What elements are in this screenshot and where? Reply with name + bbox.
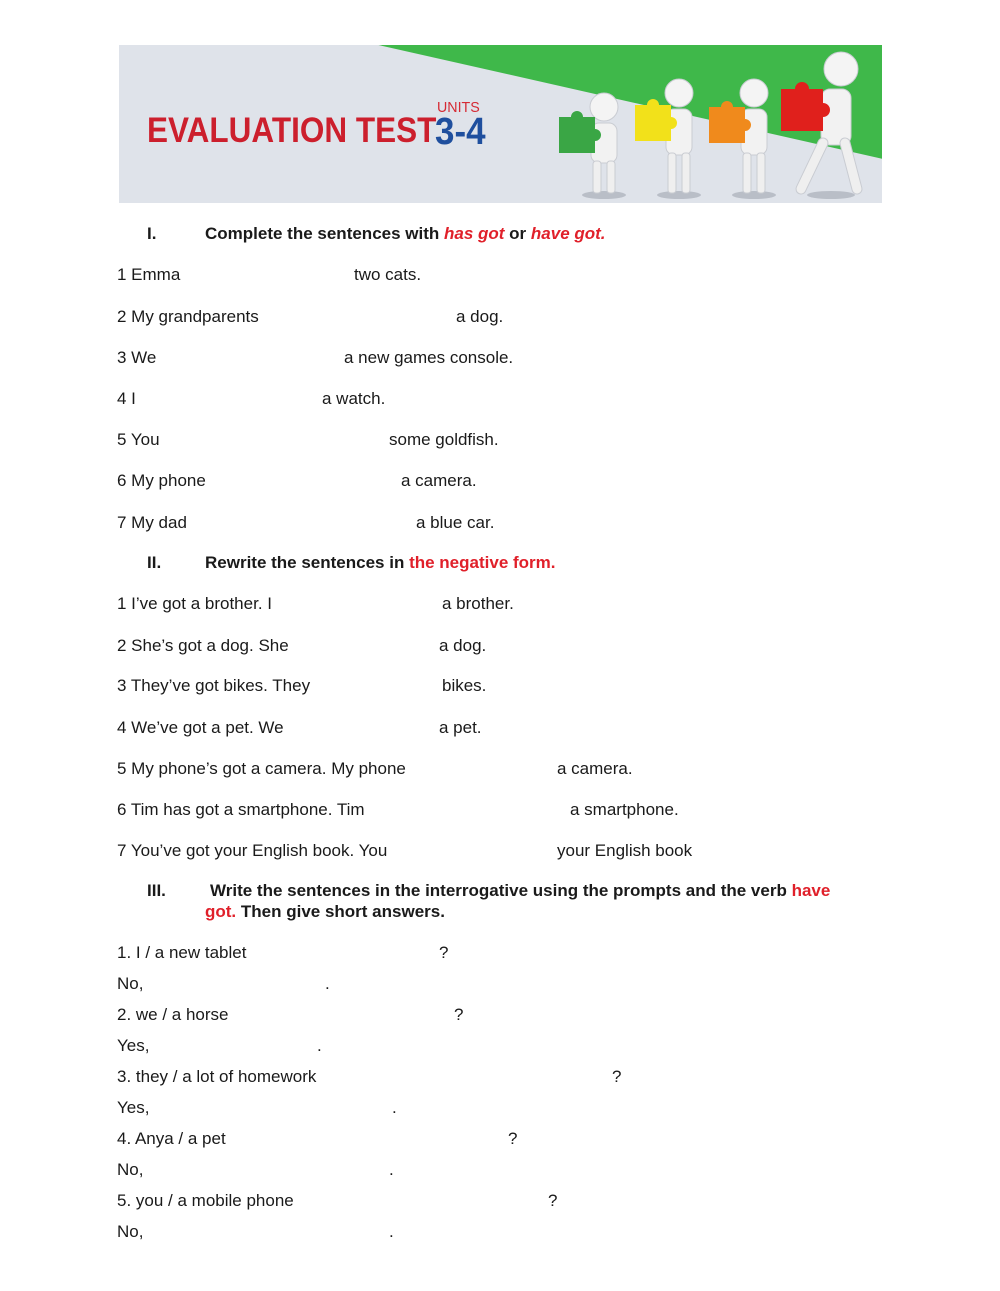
instruction-text: Rewrite the sentences in: [205, 553, 410, 572]
prompt-line: 3. they / a lot of homework: [117, 1067, 317, 1086]
section-3-instruction-line-2: [205, 902, 445, 922]
short-answer: Yes,: [117, 1036, 150, 1055]
answer-period: .: [389, 1160, 394, 1179]
list-item: 2 My grandparents: [117, 307, 259, 326]
instruction-text-end: Then give short answers.: [236, 902, 445, 921]
short-answer: No,: [117, 1160, 144, 1179]
list-item-suffix: bikes.: [442, 676, 487, 695]
answer-period: .: [325, 974, 330, 993]
list-item-suffix: some goldfish.: [389, 430, 499, 449]
section-3-instruction-line-1: [210, 881, 830, 901]
list-item: 7 You’ve got your English book. You: [117, 841, 388, 860]
figure-green-puzzle-icon: [559, 93, 626, 199]
prompt-line: 1. I / a new tablet: [117, 943, 247, 962]
list-item: 5 You: [117, 430, 160, 449]
banner-units-number: 3-4: [435, 111, 486, 153]
figure-red-puzzle-icon: [781, 52, 858, 199]
instruction-text: Complete the sentences with: [205, 224, 444, 243]
list-item-suffix: your English book: [557, 841, 693, 860]
question-mark: ?: [454, 1005, 464, 1024]
section-3-numeral: III.: [147, 881, 166, 900]
section-1-numeral: I.: [147, 224, 157, 243]
question-mark: ?: [508, 1129, 518, 1148]
section-2-instruction: [205, 553, 556, 573]
list-item-suffix: a pet.: [439, 718, 482, 737]
section-2-heading: [147, 553, 556, 573]
answer-period: .: [389, 1222, 394, 1241]
list-item: 3 We: [117, 348, 157, 367]
list-item: 4 I: [117, 389, 136, 408]
list-item-suffix: a watch.: [322, 389, 386, 408]
list-item: 1 I’ve got a brother. I: [117, 594, 272, 613]
header-banner: [119, 45, 882, 203]
short-answer: No,: [117, 974, 144, 993]
prompt-line: 4. Anya / a pet: [117, 1129, 226, 1148]
got-emphasis: got.: [205, 902, 237, 921]
section-1-heading: [147, 224, 606, 244]
list-item-suffix: two cats.: [354, 265, 422, 284]
answer-period: .: [392, 1098, 397, 1117]
list-item: 7 My dad: [117, 513, 187, 532]
instruction-connector: or: [504, 224, 531, 243]
list-item: 5 My phone’s got a camera. My phone: [117, 759, 406, 778]
prompt-line: 2. we / a horse: [117, 1005, 229, 1024]
list-item-suffix: a dog.: [439, 636, 487, 655]
have-emphasis: have: [791, 881, 831, 900]
short-answer: Yes,: [117, 1098, 150, 1117]
section-3-heading: [147, 881, 166, 901]
question-mark: ?: [439, 943, 449, 962]
list-item-suffix: a brother.: [442, 594, 514, 613]
list-item-suffix: a smartphone.: [570, 800, 679, 819]
list-item: 6 Tim has got a smartphone. Tim: [117, 800, 365, 819]
question-mark: ?: [548, 1191, 558, 1210]
list-item-suffix: a new games console.: [344, 348, 514, 367]
option-has-got: has got: [444, 224, 505, 243]
list-item: 3 They’ve got bikes. They: [117, 676, 311, 695]
list-item-suffix: a camera.: [401, 471, 477, 490]
list-item: 6 My phone: [117, 471, 206, 490]
section-2-numeral: II.: [147, 553, 162, 572]
answer-period: .: [317, 1036, 322, 1055]
puzzle-people-illustration: [549, 45, 879, 203]
list-item-suffix: a camera.: [557, 759, 633, 778]
prompt-line: 5. you / a mobile phone: [117, 1191, 294, 1210]
question-mark: ?: [612, 1067, 622, 1086]
option-have-got: have got.: [530, 224, 606, 243]
banner-units-label: UNITS: [437, 99, 480, 116]
section-1-instruction: [205, 224, 606, 244]
negative-form-emphasis: the negative form.: [409, 553, 556, 572]
item-prefix: 1 Emma: [117, 265, 181, 284]
list-item-suffix: a dog.: [456, 307, 504, 326]
list-item: 2 She’s got a dog. She: [117, 636, 289, 655]
list-item: [117, 265, 180, 285]
instruction-text: Write the sentences in the interrogative using the prompts and the verb: [210, 881, 792, 900]
figure-orange-puzzle-icon: [709, 79, 776, 199]
list-item: 4 We’ve got a pet. We: [117, 718, 284, 737]
list-item-suffix: a blue car.: [416, 513, 495, 532]
banner-title: EVALUATION TEST: [147, 111, 437, 150]
figure-yellow-puzzle-icon: [635, 79, 701, 199]
short-answer: No,: [117, 1222, 144, 1241]
